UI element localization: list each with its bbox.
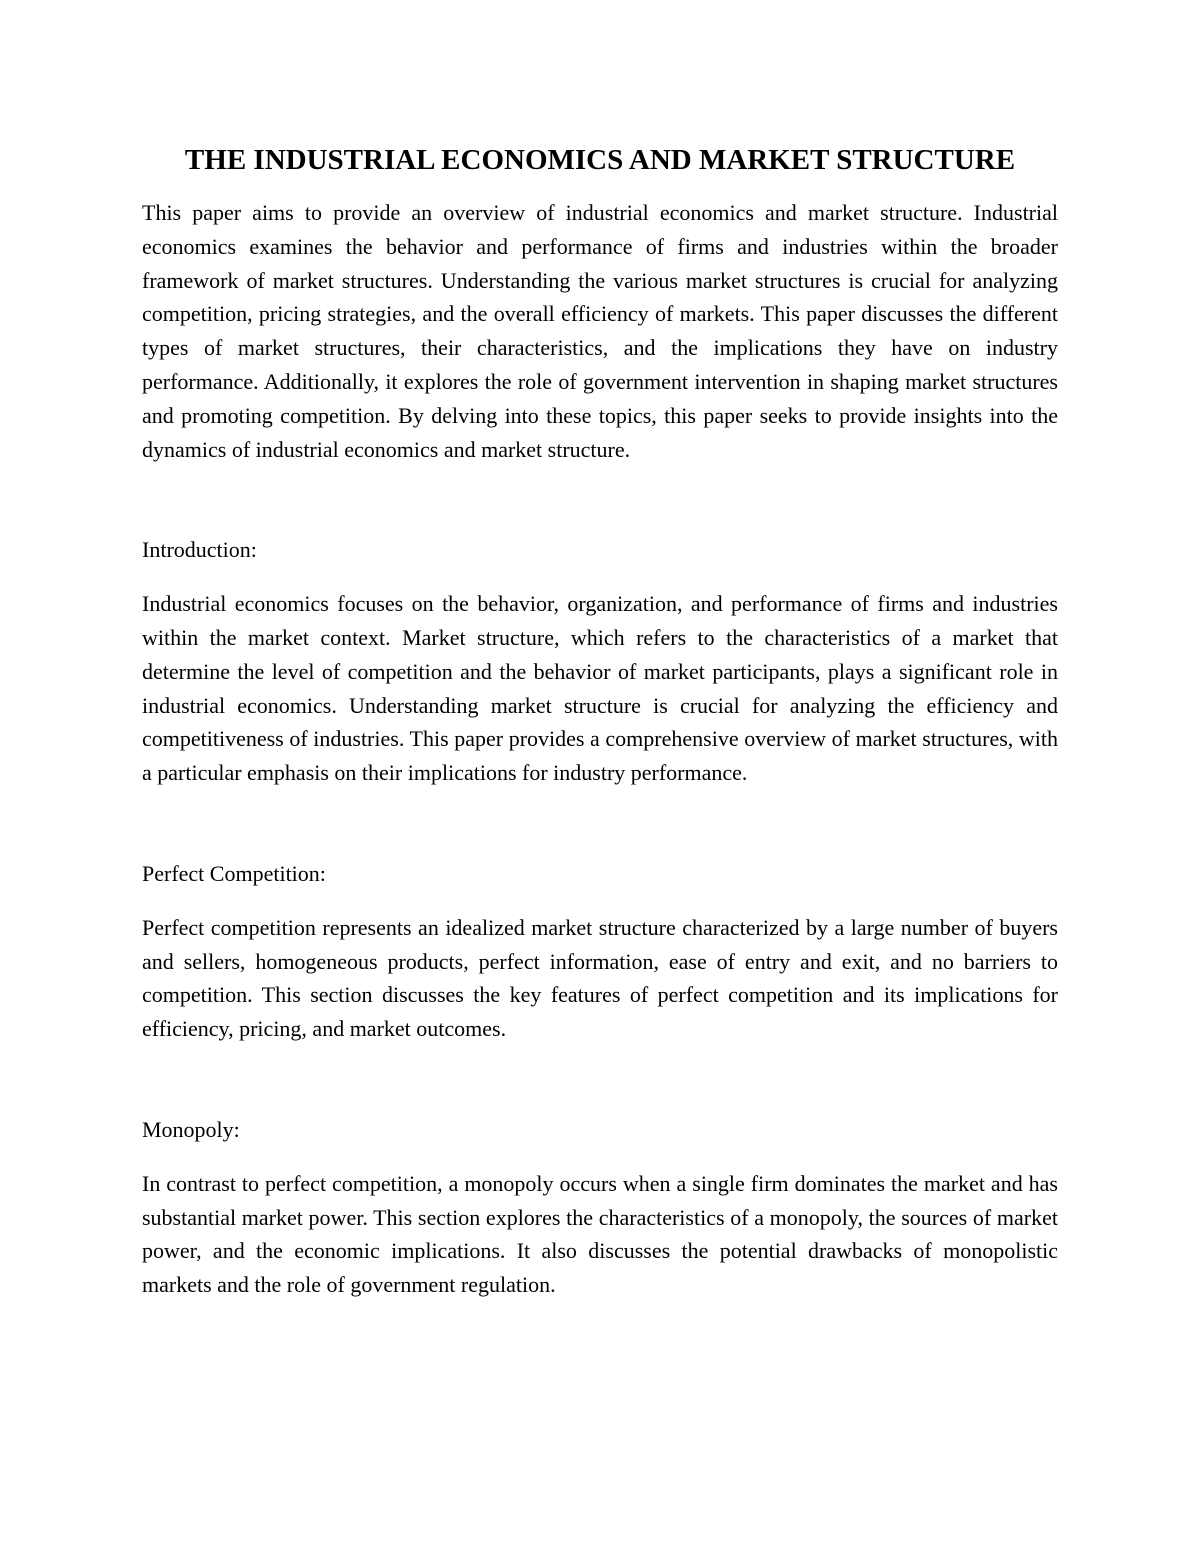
section-heading-perfect-competition: Perfect Competition: <box>142 860 326 886</box>
section-spacer <box>142 790 1058 857</box>
section-body-perfect-competition: Perfect competition represents an idealized market structure characterized by a large number of buyers and sellers, homogeneous products, perfect information, ease of entry and exit, and no barriers to competition. This section discusses the key features of perfect competition and its implications for efficiency, pricing, and market outcomes. <box>142 914 1058 1042</box>
document-title: THE INDUSTRIAL ECONOMICS AND MARKET STRUCTURE <box>184 144 1016 176</box>
heading-spacer <box>142 891 1058 911</box>
section-body-monopoly: In contrast to perfect competition, a monopoly occurs when a single firm dominates the market and has substantial market power. This section explores the characteristics of a monopoly, the sources of market power, and the economic implications. It also discusses the potential drawbacks of monopolistic markets and the role of government regulation. <box>142 1170 1058 1298</box>
section-body-introduction: Industrial economics focuses on the behavior, organization, and performance of firms and industries within the market context. Market structure, which refers to the characteristics of a market that determine the level of competition and the behavior of market participants, plays a significant role in industrial economics. Understanding market structure is crucial for analyzing the efficiency and competitiveness of industries. This paper provides a comprehensive overview of market structures, with a particular emphasis on their implications for industry performance. <box>142 591 1058 786</box>
document-page <box>142 138 1058 1302</box>
abstract-paragraph: This paper aims to provide an overview of industrial economics and market structure. Industrial economics examines the behavior and performance of firms and industries within the broader framework of market structures. Understanding the various market structures is crucial for analyzing competition, pricing strategies, and the overall efficiency of markets. This paper discusses the different types of market structures, their characteristics, and the implications they have on industry performance. Additionally, it explores the role of government intervention in shaping market structures and promoting competition. By delving into these topics, this paper seeks to provide insights into the dynamics of industrial economics and market structure. <box>142 200 1058 462</box>
heading-spacer <box>142 567 1058 587</box>
section-heading-monopoly: Monopoly: <box>142 1116 240 1142</box>
section-spacer <box>142 1046 1058 1113</box>
heading-spacer <box>142 1147 1058 1167</box>
section-heading-introduction: Introduction: <box>142 537 257 563</box>
section-spacer <box>142 466 1058 533</box>
